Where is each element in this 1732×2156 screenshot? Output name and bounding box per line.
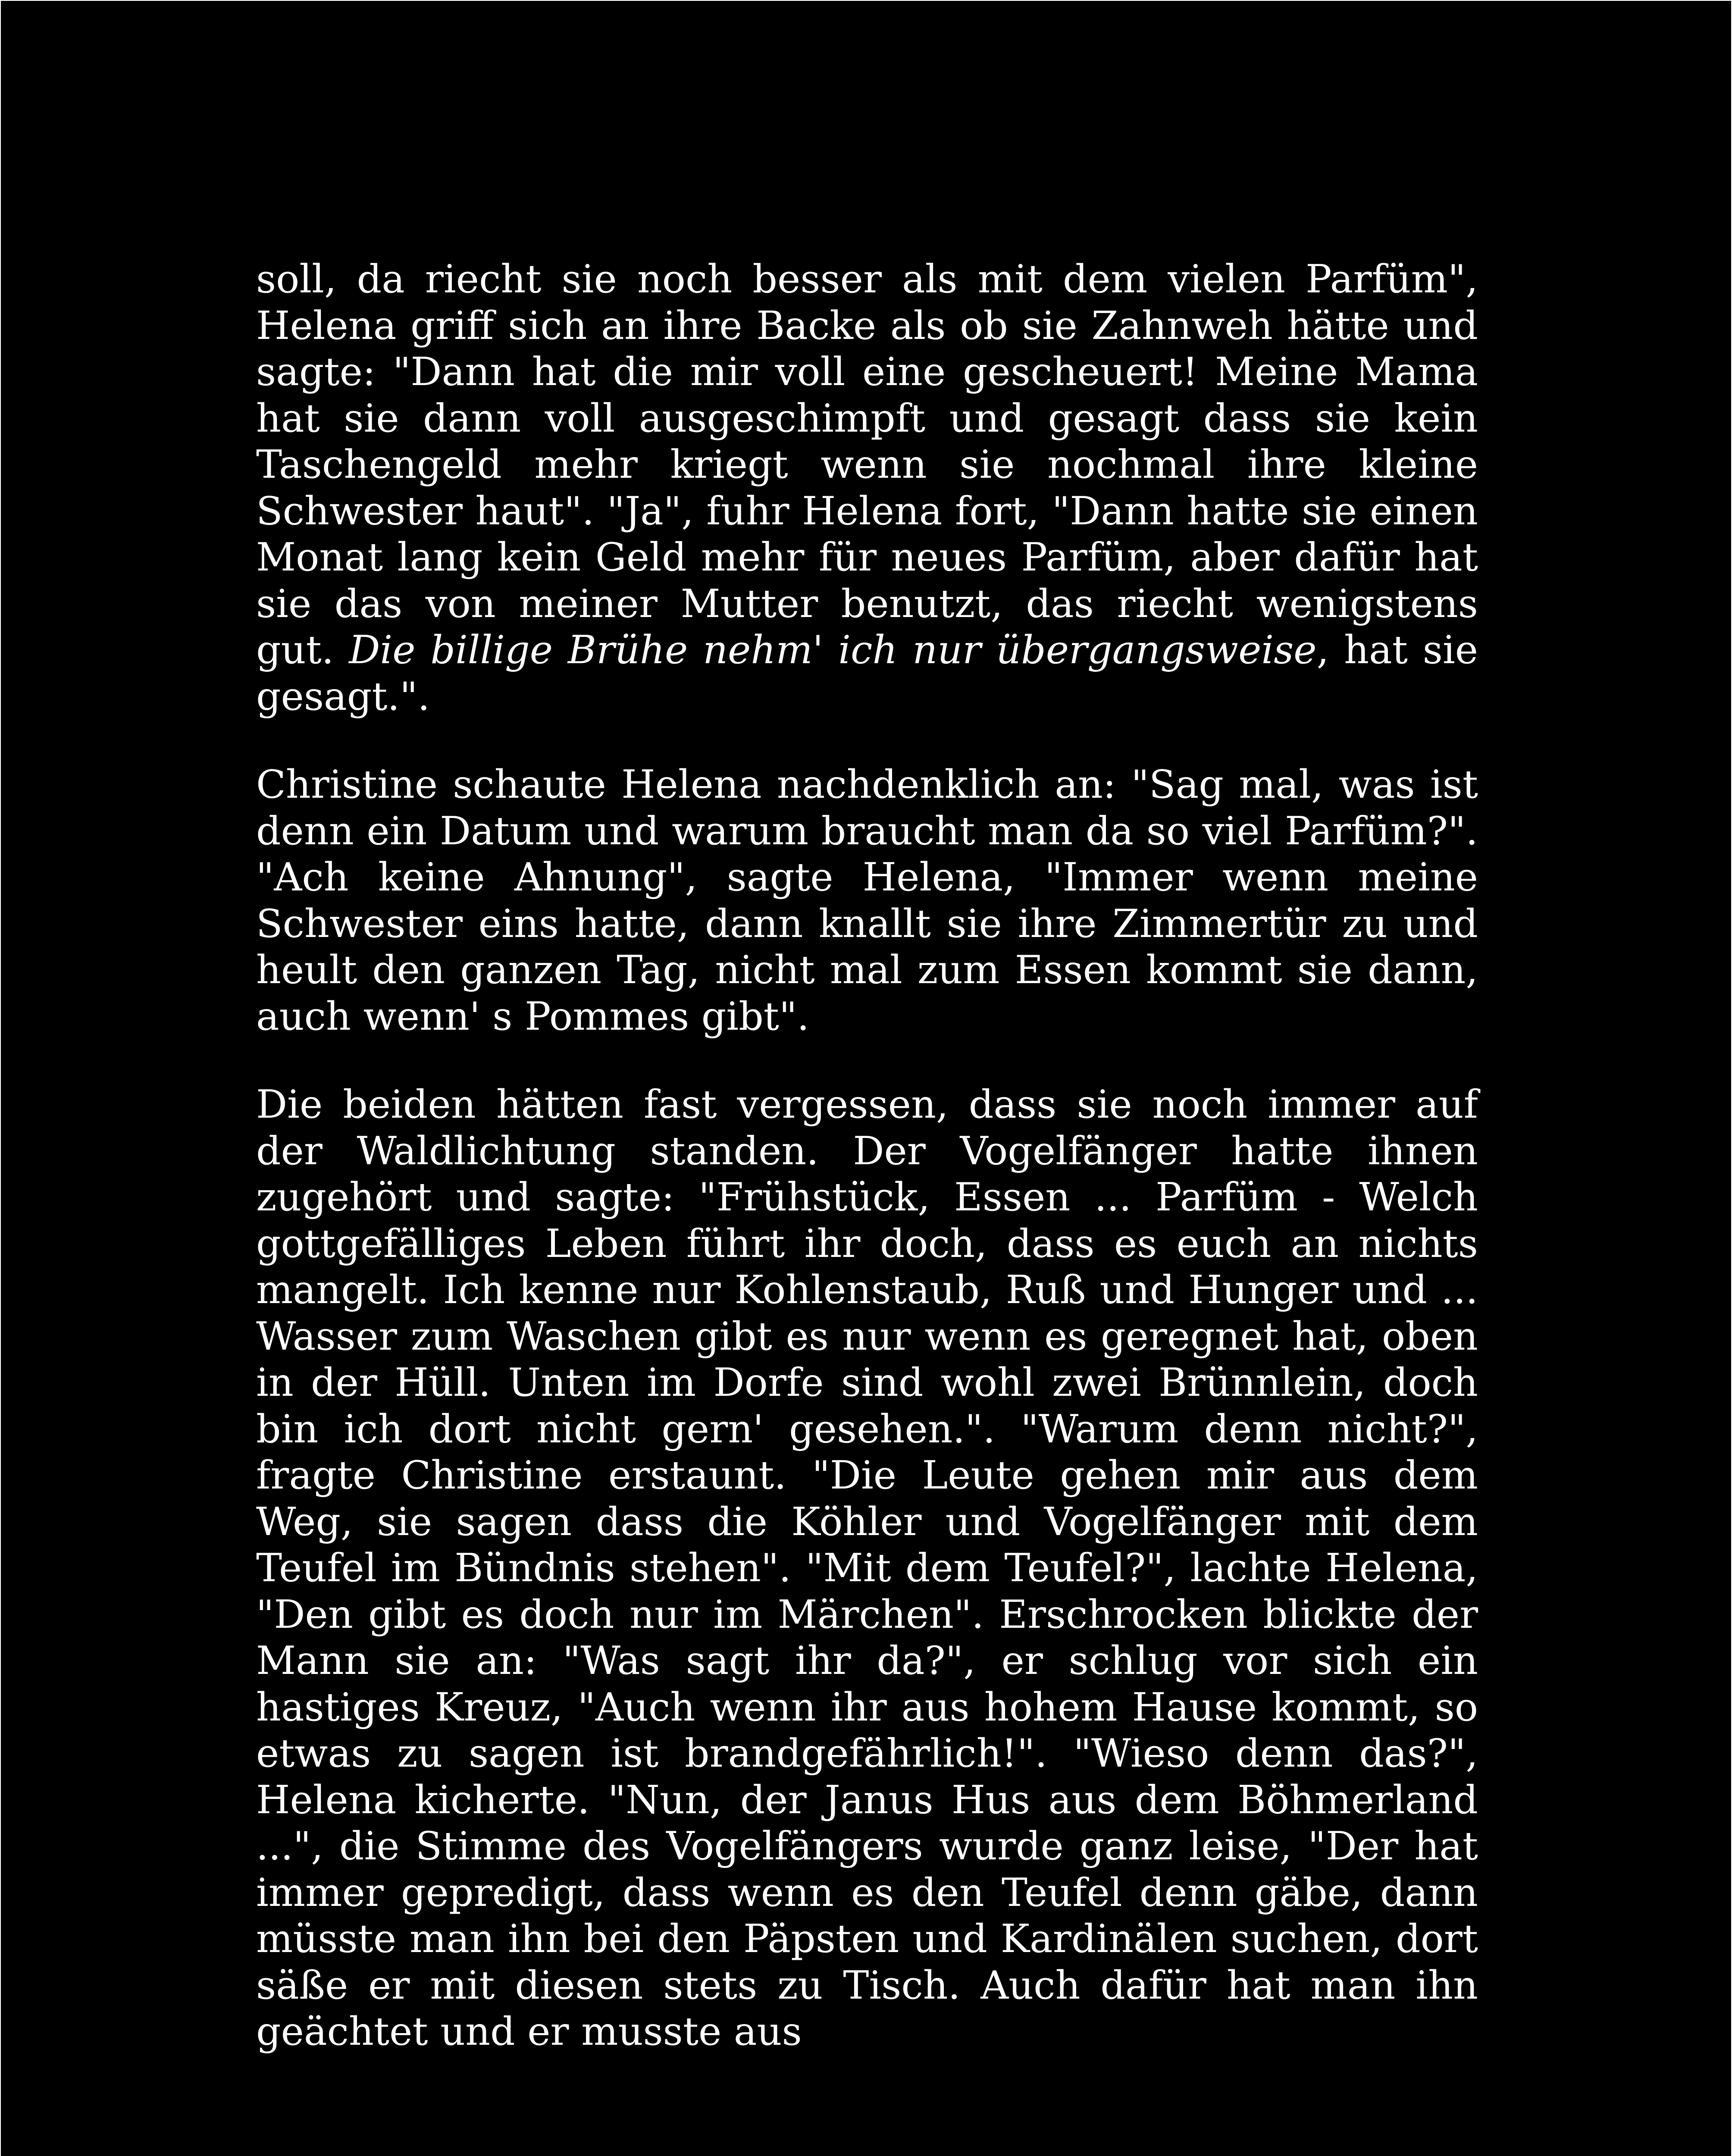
paragraph-2: Christine schaute Helena nachdenklich an: "Sag mal, was ist denn ein Datum und warum braucht man da so viel Parfüm?". "Ach keine Ahnung", sagte Helena, "Immer wenn meine Schwester eins hatte, dann knallt sie ihre Zimmertür zu und heult den ganzen Tag, nicht mal zum Essen kommt sie dann, auch wenn' s Pommes gibt". <box>256 762 1478 1039</box>
paragraph-1-text-end: , hat sie gesagt.". <box>256 627 1478 719</box>
paragraph-1-text: soll, da riecht sie noch besser als mit dem vielen Parfüm", Helena griff sich an ihre Backe als ob sie Zahnweh hätte und sagte: "Dann hat die mir voll eine gescheuert! Meine Mama hat sie dann voll ausgeschimpft und gesagt dass sie kein Taschengeld mehr kriegt wenn sie nochmal ihre kleine Schwester haut". "Ja", fuhr Helena fort, "Dann hatte sie einen Monat lang kein Geld mehr für neues Parfüm, aber dafür hat sie das von meiner Mutter benutzt, das riecht wenigstens gut. <box>256 257 1478 673</box>
paragraph-3: Die beiden hätten fast vergessen, dass sie noch immer auf der Waldlichtung standen. Der Vogelfänger hatte ihnen zugehört und sagte: "Frühstück, Essen ... Parfüm - Welch gottgefälliges Leben führt ihr doch, dass es euch an nichts mangelt. Ich kenne nur Kohlenstaub, Ruß und Hunger und ... Wasser zum Waschen gibt es nur wenn es geregnet hat, oben in der Hüll. Unten im Dorfe sind wohl zwei Brünnlein, doch bin ich dort nicht gern' gesehen.". "Warum denn nicht?", fragte Christine erstaunt. "Die Leute gehen mir aus dem Weg, sie sagen dass die Köhler und Vogelfänger mit dem Teufel im Bündnis stehen". "Mit dem Teufel?", lachte Helena, "Den gibt es doch nur im Märchen". Erschrocken blickte der Mann sie an: "Was sagt ihr da?", er schlug vor sich ein hastiges Kreuz, "Auch wenn ihr aus hohem Hause kommt, so etwas zu sagen ist brandgefährlich!". "Wieso denn das?", Helena kicherte. "Nun, der Janus Hus aus dem Böhmerland ...", die Stimme des Vogelfängers wurde ganz leise, "Der hat immer gepredigt, dass wenn es den Teufel denn gäbe, dann müsste man ihn bei den Päpsten und Kardinälen suchen, dort säße er mit diesen stets zu Tisch. Auch dafür hat man ihn geächtet und er musste aus <box>256 1082 1478 2054</box>
body-text <box>256 256 1478 2055</box>
paragraph-1-italic-quote: Die billige Brühe nehm' ich nur übergangsweise <box>349 627 1317 673</box>
paragraph-1 <box>256 256 1478 720</box>
